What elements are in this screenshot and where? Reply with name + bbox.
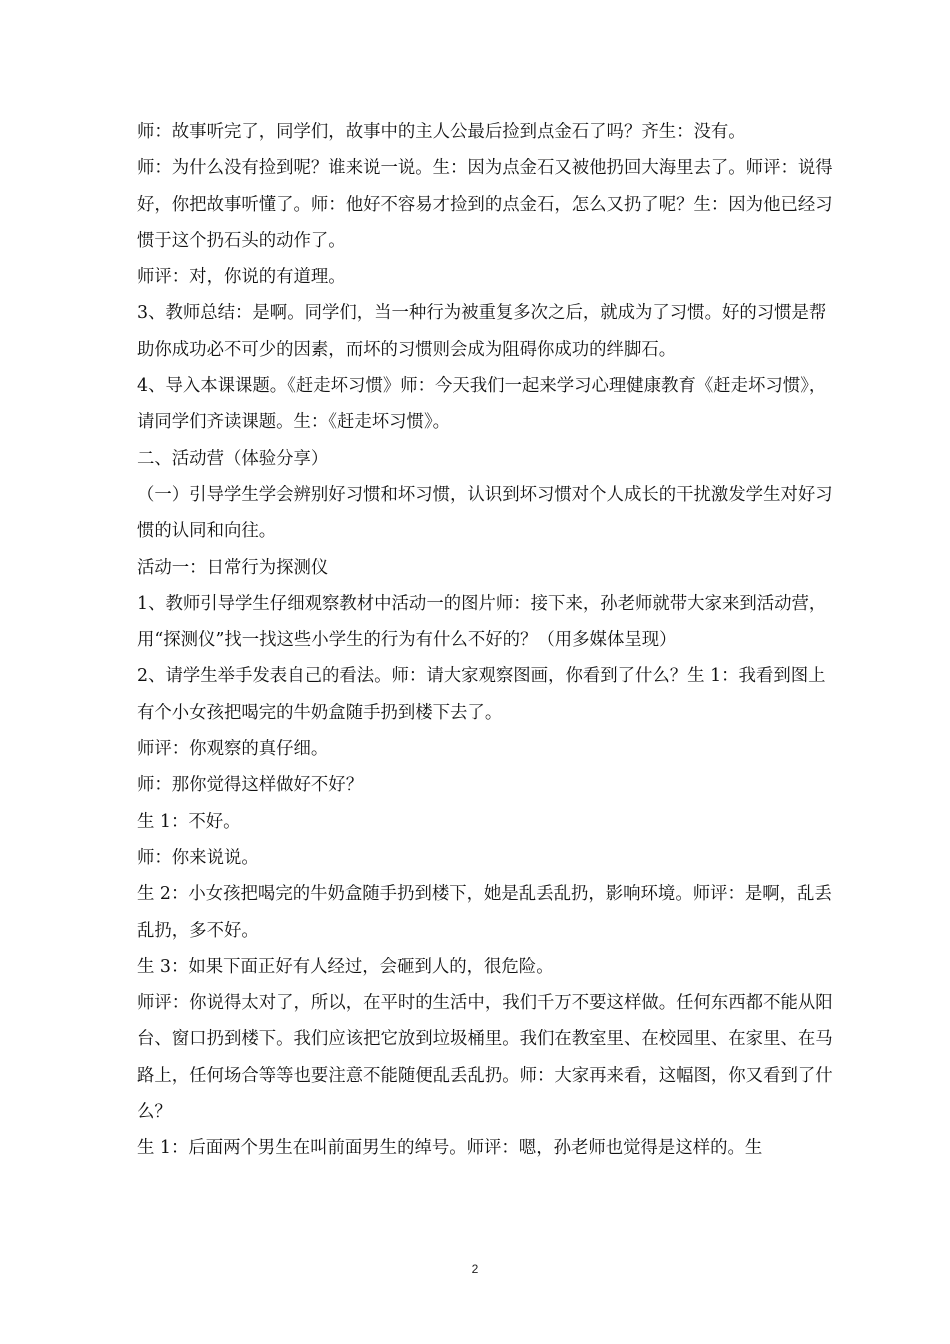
section-heading: 二、活动营（体验分享） [137, 448, 329, 469]
paragraph: 生 2：小女孩把喝完的牛奶盒随手扔到楼下，她是乱丢乱扔，影响环境。师评：是啊，乱丢乱扔，多不好。 [137, 884, 832, 941]
paragraph: 师：你来说说。 [137, 847, 259, 868]
paragraph: 师评：你观察的真仔细。 [137, 739, 329, 760]
paragraph: 1、教师引导学生仔细观察教材中活动一的图片师：接下来，孙老师就带大家来到活动营，用“探测仪”找一找这些小学生的行为有什么不好的？（用多媒体呈现） [137, 593, 827, 651]
paragraph: 师评：你说得太对了，所以，在平时的生活中，我们千万不要这样做。任何东西都不能从阳台、窗口扔到楼下。我们应该把它放到垃圾桶里。我们在教室里、在校园里、在家里、在马路上，任何场合等等也要注意不能随便乱丢乱扔。师：大家再来看，这幅图，你又看到了什么？ [137, 993, 833, 1123]
paragraph: 师：为什么没有捡到呢？谁来说一说。生：因为点金石又被他扔回大海里去了。师评：说得好，你把故事听懂了。师：他好不容易才捡到的点金石，怎么又扔了呢？生：因为他已经习惯于这个扔石头的动作了。 [137, 158, 833, 251]
activity-heading: 活动一：日常行为探测仪 [137, 557, 329, 578]
paragraph: 师：那你觉得这样做好不好？ [137, 775, 364, 796]
paragraph: 师：故事听完了，同学们，故事中的主人公最后捡到点金石了吗？齐生：没有。 [137, 122, 746, 142]
paragraph: 生 1：后面两个男生在叫前面男生的绰号。师评：嗯，孙老师也觉得是这样的。生 [137, 1138, 763, 1159]
paragraph: 生 1：不好。 [137, 811, 241, 832]
paragraph: 3、教师总结：是啊。同学们，当一种行为被重复多次之后，就成为了习惯。好的习惯是帮助你成功必不可少的因素，而坏的习惯则会成为阻碍你成功的绊脚石。 [137, 303, 827, 360]
paragraph: 师评：对，你说的有道理。 [137, 267, 346, 288]
page-number: 2 [471, 1262, 479, 1276]
paragraph: （一）引导学生学会辨别好习惯和坏习惯，认识到坏习惯对个人成长的干扰激发学生对好习惯的认同和向往。 [137, 484, 833, 542]
document-body [137, 114, 837, 1167]
paragraph: 2、请学生举手发表自己的看法。师：请大家观察图画，你看到了什么？生 1：我看到图上有个小女孩把喝完的牛奶盒随手扔到楼下去了。 [137, 666, 826, 723]
paragraph: 生 3：如果下面正好有人经过，会砸到人的，很危险。 [137, 956, 554, 977]
paragraph: 4、导入本课课题。《赶走坏习惯》师：今天我们一起来学习心理健康教育《赶走坏习惯》，请同学们齐读课题。生：《赶走坏习惯》。 [137, 376, 827, 433]
